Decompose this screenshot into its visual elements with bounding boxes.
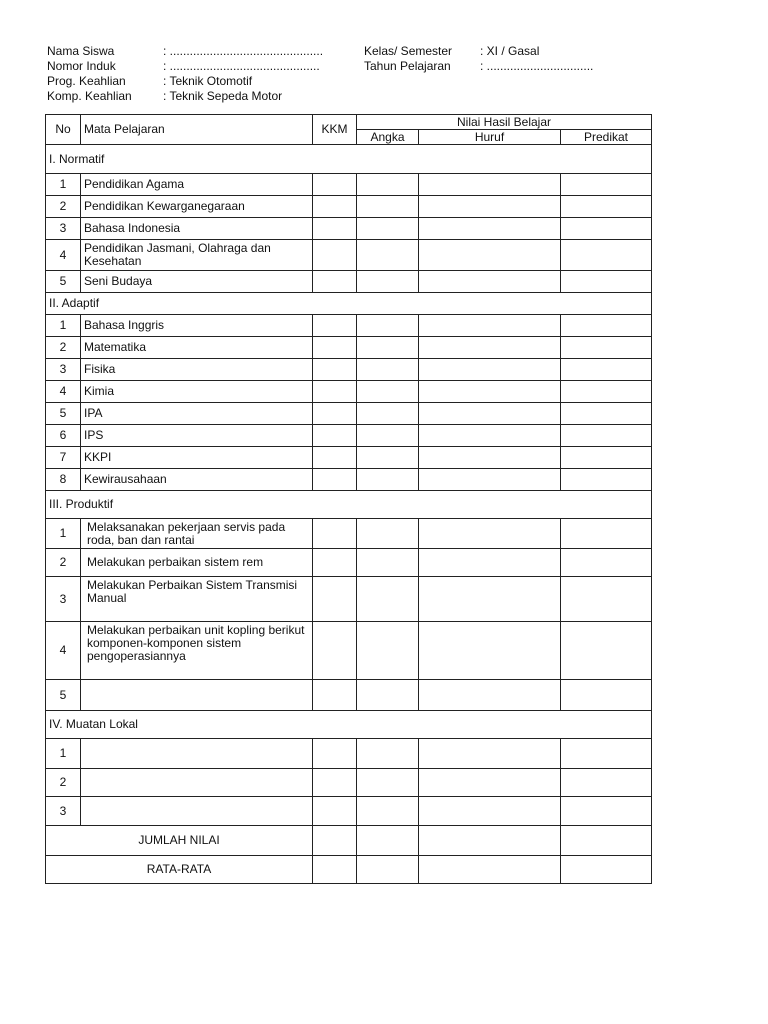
rata-rata-row <box>46 856 652 884</box>
huruf-cell <box>419 403 561 425</box>
row-subject: Kimia <box>81 381 313 403</box>
section-row-muatan-lokal <box>46 711 652 739</box>
table-row <box>46 359 652 381</box>
angka-cell <box>357 337 419 359</box>
table-row <box>46 425 652 447</box>
kkm-cell <box>313 769 357 797</box>
jumlah-nilai-label: JUMLAH NILAI <box>46 826 313 856</box>
row-no: 5 <box>46 680 81 711</box>
row-subject: Melakukan perbaikan unit kopling berikut komponen-komponen sistem pengoperasiannya <box>81 622 313 680</box>
predikat-cell <box>561 359 652 381</box>
huruf-cell <box>419 425 561 447</box>
table-row <box>46 240 652 271</box>
row-no: 6 <box>46 425 81 447</box>
row-no: 8 <box>46 469 81 491</box>
angka-cell <box>357 469 419 491</box>
huruf-cell <box>419 381 561 403</box>
kkm-cell <box>313 519 357 549</box>
angka-cell <box>357 315 419 337</box>
table-row <box>46 315 652 337</box>
table-row <box>46 174 652 196</box>
table-row <box>46 447 652 469</box>
kkm-cell <box>313 337 357 359</box>
angka-cell <box>357 425 419 447</box>
kkm-cell <box>313 403 357 425</box>
field-nama-siswa <box>47 44 323 59</box>
kkm-cell <box>313 447 357 469</box>
jumlah-nilai-row <box>46 826 652 856</box>
huruf-cell <box>419 680 561 711</box>
row-subject <box>81 769 313 797</box>
value-kelas-semester: : XI / Gasal <box>480 44 540 58</box>
predikat-cell <box>561 174 652 196</box>
angka-cell <box>357 240 419 271</box>
value-nama-siswa: : .............................................. <box>163 44 324 58</box>
header-angka: Angka <box>357 130 419 145</box>
huruf-cell <box>419 359 561 381</box>
row-subject: Bahasa Indonesia <box>81 218 313 240</box>
angka-cell <box>357 447 419 469</box>
kkm-cell <box>313 174 357 196</box>
row-no: 3 <box>46 218 81 240</box>
huruf-cell <box>419 577 561 622</box>
table-row <box>46 218 652 240</box>
table-row <box>46 381 652 403</box>
row-no: 5 <box>46 271 81 293</box>
row-subject: Kewirausahaan <box>81 469 313 491</box>
angka-cell <box>357 196 419 218</box>
row-subject: Melakukan perbaikan sistem rem <box>81 549 313 577</box>
student-info-right <box>364 44 593 74</box>
row-subject <box>81 680 313 711</box>
row-no: 1 <box>46 315 81 337</box>
predikat-cell <box>561 381 652 403</box>
predikat-cell <box>561 577 652 622</box>
row-subject: IPA <box>81 403 313 425</box>
predikat-cell <box>561 769 652 797</box>
value-tahun-pelajaran: : ................................ <box>480 59 594 73</box>
huruf-cell <box>419 240 561 271</box>
row-no: 1 <box>46 519 81 549</box>
kkm-cell <box>313 826 357 856</box>
angka-cell <box>357 680 419 711</box>
huruf-cell <box>419 519 561 549</box>
row-no: 3 <box>46 797 81 826</box>
row-subject: Pendidikan Agama <box>81 174 313 196</box>
kkm-cell <box>313 196 357 218</box>
angka-cell <box>357 739 419 769</box>
predikat-cell <box>561 218 652 240</box>
row-no: 1 <box>46 174 81 196</box>
row-no: 2 <box>46 196 81 218</box>
row-no: 4 <box>46 240 81 271</box>
field-kelas-semester <box>364 44 593 59</box>
row-no: 4 <box>46 381 81 403</box>
grades-table <box>45 114 652 884</box>
huruf-cell <box>419 315 561 337</box>
huruf-cell <box>419 826 561 856</box>
table-row <box>46 622 652 680</box>
huruf-cell <box>419 856 561 884</box>
rata-rata-label: RATA-RATA <box>46 856 313 884</box>
row-no: 5 <box>46 403 81 425</box>
header-huruf: Huruf <box>419 130 561 145</box>
label-nama-siswa: Nama Siswa <box>47 44 115 58</box>
angka-cell <box>357 403 419 425</box>
row-subject: Matematika <box>81 337 313 359</box>
field-komp-keahlian <box>47 89 323 104</box>
section-title: II. Adaptif <box>46 293 652 315</box>
predikat-cell <box>561 826 652 856</box>
section-row-normatif <box>46 145 652 174</box>
value-nomor-induk: : ............................................. <box>163 59 320 73</box>
section-row-produktif <box>46 491 652 519</box>
predikat-cell <box>561 240 652 271</box>
predikat-cell <box>561 403 652 425</box>
table-row <box>46 519 652 549</box>
predikat-cell <box>561 622 652 680</box>
label-nomor-induk: Nomor Induk <box>47 59 116 73</box>
section-title: IV. Muatan Lokal <box>46 711 652 739</box>
predikat-cell <box>561 425 652 447</box>
table-row <box>46 680 652 711</box>
predikat-cell <box>561 797 652 826</box>
predikat-cell <box>561 315 652 337</box>
huruf-cell <box>419 196 561 218</box>
row-subject <box>81 797 313 826</box>
angka-cell <box>357 797 419 826</box>
huruf-cell <box>419 622 561 680</box>
row-no: 2 <box>46 549 81 577</box>
student-info-left <box>47 44 323 104</box>
predikat-cell <box>561 519 652 549</box>
row-subject: Pendidikan Kewarganegaraan <box>81 196 313 218</box>
label-kelas-semester: Kelas/ Semester <box>364 44 453 58</box>
table-row <box>46 337 652 359</box>
angka-cell <box>357 519 419 549</box>
kkm-cell <box>313 218 357 240</box>
kkm-cell <box>313 549 357 577</box>
kkm-cell <box>313 797 357 826</box>
row-subject: Fisika <box>81 359 313 381</box>
angka-cell <box>357 769 419 797</box>
predikat-cell <box>561 856 652 884</box>
header-kkm: KKM <box>313 115 357 145</box>
angka-cell <box>357 826 419 856</box>
kkm-cell <box>313 315 357 337</box>
predikat-cell <box>561 739 652 769</box>
angka-cell <box>357 577 419 622</box>
kkm-cell <box>313 271 357 293</box>
row-subject: Melaksanakan pekerjaan servis pada roda, ban dan rantai <box>81 519 313 549</box>
section-title: I. Normatif <box>46 145 652 174</box>
row-subject: Pendidikan Jasmani, Olahraga dan Kesehatan <box>81 240 313 271</box>
label-komp-keahlian: Komp. Keahlian <box>47 89 132 103</box>
huruf-cell <box>419 797 561 826</box>
kkm-cell <box>313 381 357 403</box>
table-row <box>46 797 652 826</box>
kkm-cell <box>313 469 357 491</box>
predikat-cell <box>561 680 652 711</box>
huruf-cell <box>419 271 561 293</box>
huruf-cell <box>419 218 561 240</box>
angka-cell <box>357 218 419 240</box>
header-nilai-hasil-belajar: Nilai Hasil Belajar <box>357 115 652 130</box>
section-row-adaptif <box>46 293 652 315</box>
huruf-cell <box>419 549 561 577</box>
predikat-cell <box>561 271 652 293</box>
label-prog-keahlian: Prog. Keahlian <box>47 74 126 88</box>
table-row <box>46 769 652 797</box>
kkm-cell <box>313 425 357 447</box>
row-subject: Melakukan Perbaikan Sistem Transmisi Manual <box>81 577 313 622</box>
header-no: No <box>46 115 81 145</box>
predikat-cell <box>561 196 652 218</box>
kkm-cell <box>313 739 357 769</box>
predikat-cell <box>561 337 652 359</box>
table-row <box>46 549 652 577</box>
value-komp-keahlian: : Teknik Sepeda Motor <box>163 89 283 103</box>
angka-cell <box>357 622 419 680</box>
field-nomor-induk <box>47 59 323 74</box>
huruf-cell <box>419 469 561 491</box>
table-header-row <box>46 115 652 130</box>
table-row <box>46 577 652 622</box>
angka-cell <box>357 359 419 381</box>
row-no: 2 <box>46 769 81 797</box>
table-row <box>46 271 652 293</box>
row-subject <box>81 739 313 769</box>
row-subject: KKPI <box>81 447 313 469</box>
value-prog-keahlian: : Teknik Otomotif <box>163 74 253 88</box>
table-row <box>46 403 652 425</box>
table-row <box>46 196 652 218</box>
huruf-cell <box>419 447 561 469</box>
table-row <box>46 739 652 769</box>
kkm-cell <box>313 359 357 381</box>
kkm-cell <box>313 240 357 271</box>
kkm-cell <box>313 680 357 711</box>
row-subject: Seni Budaya <box>81 271 313 293</box>
huruf-cell <box>419 739 561 769</box>
kkm-cell <box>313 577 357 622</box>
field-prog-keahlian <box>47 74 323 89</box>
kkm-cell <box>313 856 357 884</box>
row-subject: IPS <box>81 425 313 447</box>
huruf-cell <box>419 337 561 359</box>
predikat-cell <box>561 447 652 469</box>
kkm-cell <box>313 622 357 680</box>
predikat-cell <box>561 469 652 491</box>
row-no: 3 <box>46 577 81 622</box>
row-no: 7 <box>46 447 81 469</box>
header-mata-pelajaran: Mata Pelajaran <box>81 115 313 145</box>
row-no: 1 <box>46 739 81 769</box>
angka-cell <box>357 549 419 577</box>
predikat-cell <box>561 549 652 577</box>
row-no: 4 <box>46 622 81 680</box>
field-tahun-pelajaran <box>364 59 593 74</box>
angka-cell <box>357 856 419 884</box>
huruf-cell <box>419 174 561 196</box>
huruf-cell <box>419 769 561 797</box>
table-row <box>46 469 652 491</box>
section-title: III. Produktif <box>46 491 652 519</box>
angka-cell <box>357 381 419 403</box>
row-no: 3 <box>46 359 81 381</box>
row-no: 2 <box>46 337 81 359</box>
label-tahun-pelajaran: Tahun Pelajaran <box>364 59 451 73</box>
header-predikat: Predikat <box>561 130 652 145</box>
row-subject: Bahasa Inggris <box>81 315 313 337</box>
angka-cell <box>357 174 419 196</box>
angka-cell <box>357 271 419 293</box>
